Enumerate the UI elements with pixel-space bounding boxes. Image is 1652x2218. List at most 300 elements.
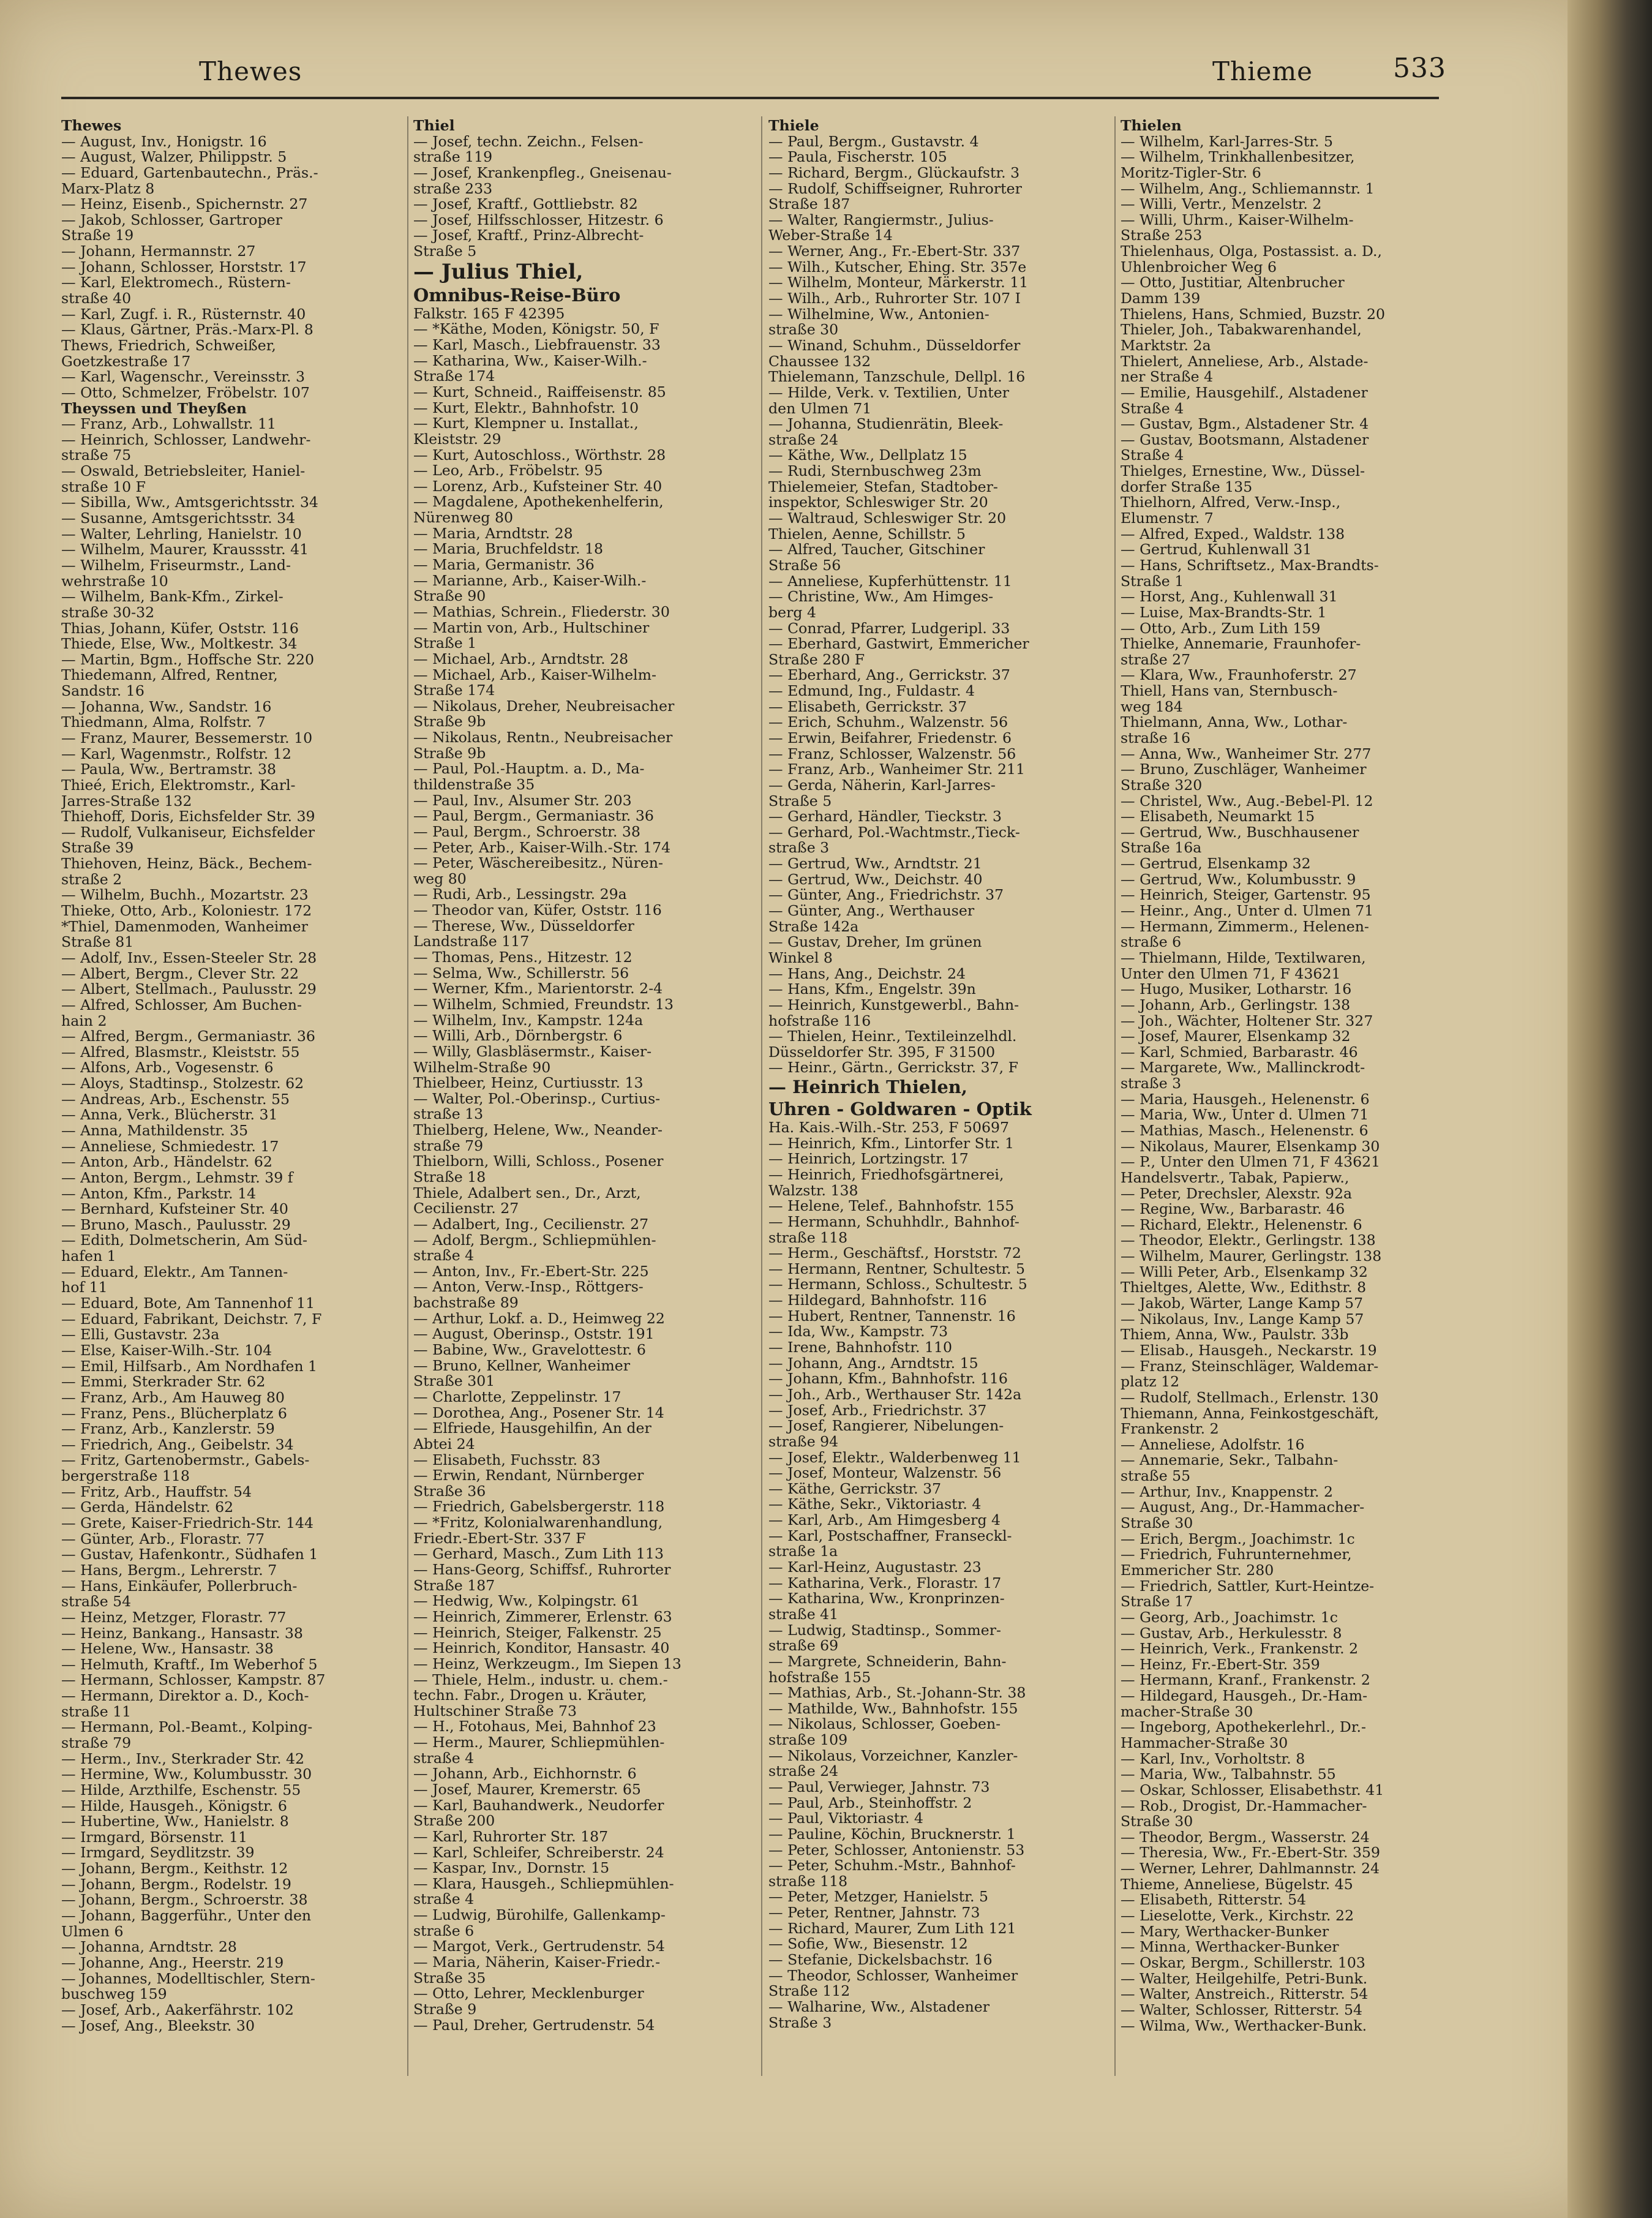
directory-entry: straße 233: [413, 179, 493, 197]
directory-entry: Uhlenbroicher Weg 6: [1121, 258, 1277, 276]
directory-entry: — Adolf, Inv., Essen-Steeler Str. 28: [61, 949, 317, 966]
directory-entry: Straße 5: [413, 242, 477, 260]
directory-entry: wehrstraße 10: [61, 572, 168, 590]
directory-entry: — Josef, Arb., Friedrichstr. 37: [768, 1401, 987, 1419]
directory-entry: Thieé, Erich, Elektromstr., Karl-: [61, 776, 296, 794]
directory-entry: straße 119: [413, 148, 493, 166]
directory-entry: Elumenstr. 7: [1121, 509, 1214, 527]
directory-entry: — Maria, Ww., Talbahnstr. 55: [1121, 1765, 1336, 1783]
directory-entry: — Bruno, Kellner, Wanheimer: [413, 1356, 630, 1374]
directory-entry: — Gustav, Bootsmann, Alstadener: [1121, 430, 1369, 448]
directory-entry: — Johann, Baggerführ., Unter den: [61, 1907, 312, 1925]
directory-entry: Thiede, Else, Ww., Moltkestr. 34: [61, 635, 298, 653]
column-divider: [407, 116, 408, 2076]
directory-entry: — Elisabeth, Fuchsstr. 83: [413, 1451, 601, 1468]
directory-entry: — Hilde, Arzthilfe, Eschenstr. 55: [61, 1781, 301, 1799]
directory-entry: — Christine, Ww., Am Himges-: [768, 588, 994, 606]
directory-entry: — Hilde, Hausgeh., Königstr. 6: [61, 1797, 287, 1814]
directory-entry: — Nikolaus, Rentn., Neubreisacher: [413, 729, 673, 746]
directory-entry: — Paul, Viktoriastr. 4: [768, 1810, 924, 1827]
directory-entry: — Karl, Inv., Vorholtstr. 8: [1121, 1750, 1305, 1767]
directory-entry: — Josef, Elektr., Walderbenweg 11: [768, 1448, 1021, 1466]
directory-entry: — Erich, Bergm., Joachimstr. 1c: [1121, 1530, 1355, 1547]
directory-entry: — Wilhelm, Buchh., Mozartstr. 23: [61, 886, 309, 904]
directory-entry: — Charlotte, Zeppelinstr. 17: [413, 1388, 621, 1405]
directory-entry: — Hilde, Verk. v. Textilien, Unter: [768, 383, 1010, 401]
directory-entry: Straße 200: [413, 1812, 495, 1830]
directory-entry: — Erwin, Rendant, Nürnberger: [413, 1467, 644, 1484]
directory-entry: — Wilh., Arb., Ruhrorter Str. 107 I: [768, 290, 1021, 307]
directory-entry: straße 24: [768, 430, 839, 448]
directory-entry: straße 4: [413, 1890, 475, 1908]
directory-entry: — Hubert, Rentner, Tannenstr. 16: [768, 1307, 1016, 1325]
directory-entry: — Paul, Verwieger, Jahnstr. 73: [768, 1778, 990, 1795]
directory-entry: — Friedrich, Gabelsbergerstr. 118: [413, 1498, 665, 1516]
directory-entry: — Ludwig, Bürohilfe, Gallenkamp-: [413, 1906, 666, 1924]
directory-entry: — Hildegard, Bahnhofstr. 116: [768, 1291, 987, 1309]
directory-entry: — Hans-Georg, Schiffsf., Ruhrorter: [413, 1561, 671, 1579]
directory-entry: — Hermine, Ww., Kolumbusstr. 30: [61, 1765, 312, 1783]
directory-entry: Düsseldorfer Str. 395, F 31500: [768, 1043, 996, 1061]
directory-entry: Nürenweg 80: [413, 509, 514, 527]
directory-entry: — Anton, Inv., Fr.-Ebert-Str. 225: [413, 1262, 649, 1280]
directory-entry: — Ludwig, Stadtinsp., Sommer-: [768, 1621, 1001, 1639]
directory-entry: straße 118: [768, 1228, 848, 1246]
directory-entry: — Oskar, Bergm., Schillerstr. 103: [1121, 1953, 1365, 1971]
directory-entry: — Josef, Rangierer, Nibelungen-: [768, 1417, 1004, 1435]
directory-entry: — Anna, Mathildenstr. 35: [61, 1122, 249, 1139]
directory-entry: — Richard, Maurer, Zum Lith 121: [768, 1919, 1016, 1937]
directory-entry: — Thielen, Heinr., Textileinzelhdl.: [768, 1028, 1017, 1045]
directory-entry: — Johann, Bergm., Schroerstr. 38: [61, 1891, 308, 1909]
directory-entry: — Thielmann, Hilde, Textilwaren,: [1121, 949, 1366, 966]
directory-entry: — Stefanie, Dickelsbachstr. 16: [768, 1951, 993, 1969]
directory-entry: — Günter, Ang., Werthauser: [768, 902, 975, 920]
directory-entry: — Anton, Kfm., Parkstr. 14: [61, 1184, 257, 1202]
directory-entry: — Günter, Arb., Florastr. 77: [61, 1530, 265, 1547]
section-heading: Thielen: [1121, 118, 1182, 134]
directory-entry: — Paul, Bergm., Germaniastr. 36: [413, 807, 654, 825]
directory-entry: — Karl, Elektromech., Rüstern-: [61, 274, 291, 291]
directory-entry: — Elisabeth, Neumarkt 15: [1121, 808, 1315, 825]
directory-entry: — Mathias, Arb., St.-Johann-Str. 38: [768, 1684, 1026, 1702]
directory-entry: — Michael, Arb., Kaiser-Wilhelm-: [413, 666, 656, 683]
directory-entry: — H., Fotohaus, Mei, Bahnhof 23: [413, 1718, 656, 1735]
section-heading: Thewes: [61, 118, 122, 134]
directory-entry: — Helene, Telef., Bahnhofstr. 155: [768, 1197, 1015, 1215]
directory-entry: — Otto, Lehrer, Mecklenburger: [413, 1985, 644, 2002]
directory-entry: — Erich, Schuhm., Walzenstr. 56: [768, 713, 1008, 731]
directory-entry: — Albert, Bergm., Clever Str. 22: [61, 964, 299, 982]
directory-entry: — Anton, Bergm., Lehmstr. 39 f: [61, 1168, 293, 1186]
directory-entry: straße 41: [768, 1605, 839, 1623]
advertisement-line: — Heinrich Thielen,: [768, 1077, 967, 1098]
directory-entry: Straße 30: [1121, 1813, 1193, 1830]
directory-entry: — Oswald, Betriebsleiter, Haniel-: [61, 462, 306, 480]
directory-entry: — Gertrud, Kuhlenwall 31: [1121, 541, 1312, 558]
directory-entry: Straße 18: [413, 1168, 486, 1186]
directory-entry: — Willi, Arb., Dörnbergstr. 6: [413, 1027, 623, 1045]
directory-entry: Marktstr. 2a: [1121, 336, 1211, 354]
directory-entry: — P., Unter den Ulmen 71, F 43621: [1121, 1153, 1381, 1171]
directory-entry: — August, Ang., Dr.-Hammacher-: [1121, 1498, 1365, 1516]
directory-entry: — Peter, Metzger, Hanielstr. 5: [768, 1888, 988, 1906]
directory-entry: straße 6: [1121, 933, 1182, 951]
directory-entry: — Fritz, Gartenobermstr., Gabels-: [61, 1451, 310, 1469]
directory-entry: — August, Walzer, Philippstr. 5: [61, 148, 287, 166]
directory-entry: — Hermann, Kranf., Frankenstr. 2: [1121, 1671, 1370, 1689]
directory-entry: — Wilhelm, Maurer, Gerlingstr. 138: [1121, 1247, 1382, 1265]
directory-entry: Straße 1: [1121, 572, 1184, 590]
directory-entry: — Rudolf, Schiffseigner, Ruhrorter: [768, 179, 1022, 197]
directory-entry: — Elfriede, Hausgehilfin, An der: [413, 1419, 651, 1437]
directory-entry: Unter den Ulmen 71, F 43621: [1121, 964, 1341, 982]
directory-entry: Straße 142a: [768, 917, 859, 935]
directory-entry: — Paul, Inv., Alsumer Str. 203: [413, 791, 632, 809]
directory-entry: — Gustav, Bgm., Alstadener Str. 4: [1121, 415, 1369, 433]
directory-entry: — Hans, Kfm., Engelstr. 39n: [768, 980, 976, 998]
directory-entry: — Kurt, Schneid., Raiffeisenstr. 85: [413, 383, 666, 400]
directory-entry: straße 16: [1121, 729, 1191, 746]
directory-entry: — Otto, Arb., Zum Lith 159: [1121, 619, 1321, 637]
directory-entry: — Maria, Bruchfeldstr. 18: [413, 540, 604, 558]
directory-entry: straße 94: [768, 1432, 839, 1450]
directory-entry: den Ulmen 71: [768, 399, 872, 417]
directory-entry: — Käthe, Ww., Dellplatz 15: [768, 446, 967, 464]
directory-entry: Thielges, Ernestine, Ww., Düssel-: [1121, 462, 1365, 480]
directory-entry: — Rudolf, Stellmach., Erlenstr. 130: [1121, 1388, 1379, 1406]
directory-entry: — Maria, Ww., Unter d. Ulmen 71: [1121, 1106, 1369, 1124]
directory-entry: — Franz, Schlosser, Walzenstr. 56: [768, 745, 1016, 762]
directory-entry: — Klara, Hausgeh., Schliepmühlen-: [413, 1874, 674, 1892]
directory-entry: — Heinz, Fr.-Ebert-Str. 359: [1121, 1655, 1320, 1673]
directory-entry: Straße 36: [413, 1482, 486, 1500]
directory-entry: — Herm., Inv., Sterkrader Str. 42: [61, 1750, 305, 1767]
directory-entry: — Emilie, Hausgehilf., Alstadener: [1121, 383, 1368, 401]
directory-entry: — Oskar, Schlosser, Elisabethstr. 41: [1121, 1781, 1384, 1799]
directory-entry: straße 30: [768, 321, 839, 339]
directory-entry: Thiemann, Anna, Feinkostgeschäft,: [1121, 1404, 1380, 1422]
directory-entry: — Michael, Arb., Arndtstr. 28: [413, 650, 629, 667]
directory-entry: — Albert, Stellmach., Paulusstr. 29: [61, 980, 317, 998]
directory-entry: — Heinr., Gärtn., Gerrickstr. 37, F: [768, 1059, 1019, 1077]
directory-entry: — Andreas, Arb., Eschenstr. 55: [61, 1090, 290, 1108]
directory-entry: straße 30-32: [61, 603, 155, 621]
directory-entry: Straße 320: [1121, 776, 1203, 794]
directory-entry: — Maria, Hausgeh., Helenenstr. 6: [1121, 1090, 1370, 1108]
directory-entry: — *Fritz, Kolonialwarenhandlung,: [413, 1514, 663, 1532]
directory-entry: — Hermann, Pol.-Beamt., Kolping-: [61, 1718, 313, 1736]
book-spine-edge: [1568, 0, 1652, 2218]
directory-entry: — Susanne, Amtsgerichtsstr. 34: [61, 509, 296, 527]
directory-entry: ner Straße 4: [1121, 368, 1214, 386]
directory-entry: — Eduard, Fabrikant, Deichstr. 7, F: [61, 1310, 322, 1328]
running-head-right: Thieme: [1212, 56, 1313, 86]
running-head-left: Thewes: [199, 56, 302, 86]
directory-entry: — Babine, Ww., Gravelottestr. 6: [413, 1341, 646, 1359]
directory-entry: — Ingeborg, Apothekerlehrl., Dr.-: [1121, 1718, 1366, 1736]
directory-entry: Thieke, Otto, Arb., Koloniestr. 172: [61, 902, 312, 920]
directory-entry: — Josef, Maurer, Elsenkamp 32: [1121, 1028, 1351, 1045]
directory-entry: — Franz, Pens., Blücherplatz 6: [61, 1404, 287, 1422]
directory-entry: — Helmuth, Kraftf., Im Weberhof 5: [61, 1655, 318, 1673]
directory-column-4: [1121, 118, 1439, 2034]
directory-entry: — Johann, Kfm., Bahnhofstr. 116: [768, 1370, 1008, 1388]
directory-entry: — Regine, Ww., Barbarastr. 46: [1121, 1200, 1345, 1218]
directory-entry: — Alfred, Bergm., Germaniastr. 36: [61, 1028, 315, 1045]
directory-entry: — Peter, Schlosser, Antonienstr. 53: [768, 1841, 1025, 1859]
directory-entry: — Friedrich, Ang., Geibelstr. 34: [61, 1435, 294, 1453]
directory-entry: — Elli, Gustavstr. 23a: [61, 1326, 220, 1344]
directory-entry: straße 79: [61, 1734, 132, 1751]
directory-entry: Thielmann, Anna, Ww., Lothar-: [1121, 713, 1348, 731]
directory-entry: — Heinrich, Konditor, Hansastr. 40: [413, 1639, 670, 1657]
directory-entry: — Erwin, Beifahrer, Friedenstr. 6: [768, 729, 1012, 746]
directory-entry: straße 11: [61, 1702, 132, 1720]
directory-entry: — Theodor van, Küfer, Oststr. 116: [413, 901, 662, 919]
directory-entry: — Hermann, Schuhhdlr., Bahnhof-: [768, 1212, 1019, 1230]
directory-entry: — Karl, Ruhrorter Str. 187: [413, 1827, 609, 1845]
directory-entry: — Maria, Germanistr. 36: [413, 556, 595, 574]
directory-entry: — Heinz, Metzger, Florastr. 77: [61, 1608, 287, 1626]
directory-entry: — Richard, Bergm., Glückaufstr. 3: [768, 164, 1020, 181]
directory-entry: — Peter, Schuhm.-Mstr., Bahnhof-: [768, 1857, 1016, 1874]
directory-entry: — Irmgard, Börsenstr. 11: [61, 1828, 247, 1846]
directory-entry: Straße 90: [413, 587, 486, 605]
directory-entry: Kleiststr. 29: [413, 430, 501, 448]
directory-entry: Straße 4: [1121, 399, 1184, 417]
directory-entry: — Theodor, Schlosser, Wanheimer: [768, 1966, 1018, 1984]
directory-entry: — Johann, Bergm., Rodelstr. 19: [61, 1875, 291, 1893]
directory-entry: — Gertrud, Elsenkamp 32: [1121, 855, 1311, 873]
directory-entry: — Hubertine, Ww., Hanielstr. 8: [61, 1813, 289, 1830]
directory-entry: — Walharine, Ww., Alstadener: [768, 1998, 990, 2015]
directory-entry: — Karl-Heinz, Augustastr. 23: [768, 1558, 982, 1576]
directory-entry: — Nikolaus, Schlosser, Goeben-: [768, 1715, 1001, 1733]
directory-entry: — Nikolaus, Vorzeichner, Kanzler-: [768, 1746, 1018, 1764]
directory-entry: — Walter, Lehrling, Hanielstr. 10: [61, 525, 302, 543]
directory-entry: Emmericher Str. 280: [1121, 1561, 1274, 1579]
directory-entry: buschweg 159: [61, 1985, 167, 2003]
directory-entry: — Anna, Verk., Blücherstr. 31: [61, 1106, 278, 1124]
directory-entry: — Karl, Schleifer, Schreiberstr. 24: [413, 1843, 664, 1861]
directory-entry: — Peter, Wäschereibesitz., Nüren-: [413, 854, 663, 872]
column-divider: [1114, 116, 1116, 2076]
directory-entry: — Alfred, Schlosser, Am Buchen-: [61, 996, 302, 1013]
directory-entry: — Hermann, Schlosser, Kampstr. 87: [61, 1671, 326, 1689]
directory-entry: — Annemarie, Sekr., Talbahn-: [1121, 1451, 1338, 1469]
directory-entry: Straße 1: [413, 634, 477, 652]
directory-entry: Thiem, Anna, Ww., Paulstr. 33b: [1121, 1326, 1349, 1344]
directory-entry: — Nikolaus, Inv., Lange Kamp 57: [1121, 1310, 1364, 1328]
directory-entry: — August, Inv., Honigstr. 16: [61, 132, 267, 150]
directory-entry: — Gustav, Arb., Herkulesstr. 8: [1121, 1624, 1342, 1642]
directory-entry: — Josef, Maurer, Kremerstr. 65: [413, 1780, 641, 1798]
directory-entry: — Heinz, Werkzeugm., Im Siepen 13: [413, 1655, 681, 1672]
directory-entry: Thielen, Aenne, Schillstr. 5: [768, 525, 966, 543]
directory-entry: — Edmund, Ing., Fuldastr. 4: [768, 682, 975, 700]
directory-entry: — Heinr., Ang., Unter d. Ulmen 71: [1121, 902, 1374, 920]
directory-entry: — *Käthe, Moden, Königstr. 50, F: [413, 320, 659, 338]
directory-entry: — Wilma, Ww., Werthacker-Bunk.: [1121, 2017, 1367, 2034]
directory-entry: — Margrete, Schneiderin, Bahn-: [768, 1652, 1007, 1670]
directory-entry: hofstraße 116: [768, 1012, 871, 1029]
directory-entry: — Kurt, Elektr., Bahnhofstr. 10: [413, 399, 639, 416]
directory-entry: — Georg, Arb., Joachimstr. 1c: [1121, 1608, 1338, 1626]
directory-entry: Wilhelm-Straße 90: [413, 1058, 551, 1076]
directory-entry: Thielberg, Helene, Ww., Neander-: [413, 1121, 663, 1139]
directory-entry: — Paula, Fischerstr. 105: [768, 148, 947, 166]
directory-entry: — Johanna, Studienrätin, Bleek-: [768, 415, 1004, 433]
directory-entry: — Dorothea, Ang., Posener Str. 14: [413, 1404, 664, 1421]
directory-entry: — Winand, Schuhm., Düsseldorfer: [768, 336, 1021, 354]
directory-entry: — Bernhard, Kufsteiner Str. 40: [61, 1200, 288, 1218]
directory-entry: Straße 174: [413, 682, 495, 699]
directory-entry: — Wilhelm, Karl-Jarres-Str. 5: [1121, 132, 1334, 150]
directory-entry: — Otto, Justitiar, Altenbrucher: [1121, 274, 1345, 291]
directory-entry: — Johann, Bergm., Keithstr. 12: [61, 1860, 288, 1878]
directory-entry: Thielert, Anneliese, Arb., Alstade-: [1121, 352, 1369, 370]
directory-entry: — Walter, Heilgehilfe, Petri-Bunk.: [1121, 1969, 1368, 1987]
directory-entry: Winkel 8: [768, 949, 833, 966]
directory-entry: — Paula, Ww., Bertramstr. 38: [61, 761, 277, 778]
directory-entry: — Elisabeth, Ritterstr. 54: [1121, 1891, 1307, 1909]
directory-entry: — Anton, Verw.-Insp., Röttgers-: [413, 1278, 644, 1296]
directory-entry: — Eduard, Gartenbautechn., Präs.-: [61, 164, 318, 181]
directory-entry: Thielborn, Willi, Schloss., Posener: [413, 1152, 664, 1170]
directory-entry: — Wilhelm, Monteur, Märkerstr. 11: [768, 274, 1029, 291]
directory-entry: — Horst, Ang., Kuhlenwall 31: [1121, 588, 1338, 606]
directory-entry: — Johanne, Ang., Heerstr. 219: [61, 1953, 284, 1971]
directory-entry: Straße 9: [413, 2000, 477, 2018]
directory-entry: — Edith, Dolmetscherin, Am Süd-: [61, 1231, 307, 1249]
directory-entry: Straße 17: [1121, 1593, 1193, 1611]
directory-entry: Hultschiner Straße 73: [413, 1702, 577, 1720]
directory-entry: — Martin von, Arb., Hultschiner: [413, 618, 650, 636]
directory-entry: — Adolf, Bergm., Schliepmühlen-: [413, 1231, 656, 1249]
directory-entry: — Conrad, Pfarrer, Ludgeripl. 33: [768, 619, 1010, 637]
directory-entry: — Leo, Arb., Fröbelstr. 95: [413, 462, 603, 479]
directory-entry: — Willi Peter, Arb., Elsenkamp 32: [1121, 1263, 1368, 1280]
directory-entry: — Hans, Ang., Deichstr. 24: [768, 964, 966, 982]
directory-entry: Landstraße 117: [413, 933, 530, 950]
directory-entry: — Klara, Ww., Fraunhoferstr. 27: [1121, 666, 1357, 684]
directory-entry: — Alfred, Blasmstr., Kleiststr. 55: [61, 1043, 300, 1061]
directory-entry: Straße 253: [1121, 227, 1203, 244]
directory-entry: dorfer Straße 135: [1121, 478, 1253, 495]
directory-entry: — Peter, Rentner, Jahnstr. 73: [768, 1904, 980, 1922]
directory-entry: — Anneliese, Kupferhüttenstr. 11: [768, 572, 1012, 590]
directory-entry: Straße 19: [61, 227, 134, 244]
directory-entry: — Theodor, Bergm., Wasserstr. 24: [1121, 1828, 1370, 1846]
directory-entry: — Gerda, Näherin, Karl-Jarres-: [768, 776, 996, 794]
directory-entry: — Heinrich, Steiger, Gartenstr. 95: [1121, 886, 1371, 904]
directory-entry: — Richard, Elektr., Helenenstr. 6: [1121, 1216, 1362, 1233]
directory-entry: — Johann, Arb., Gerlingstr. 138: [1121, 996, 1351, 1013]
directory-entry: — Gerhard, Pol.-Wachtmstr.,Tieck-: [768, 823, 1020, 841]
directory-entry: — Eberhard, Ang., Gerrickstr. 37: [768, 666, 1010, 684]
directory-entry: Thielemeier, Stefan, Stadtober-: [768, 478, 998, 495]
directory-entry: straße 69: [768, 1637, 839, 1655]
directory-entry: straße 118: [768, 1872, 848, 1890]
directory-entry: — Herm., Geschäftsf., Horststr. 72: [768, 1244, 1021, 1262]
directory-entry: Thiedemann, Alfred, Rentner,: [61, 666, 278, 684]
directory-entry: — Franz, Arb., Am Hauweg 80: [61, 1388, 285, 1406]
directory-entry: — Wilhelm, Schmied, Freundstr. 13: [413, 995, 674, 1013]
directory-entry: — Wilh., Kutscher, Ehing. Str. 357e: [768, 258, 1027, 276]
directory-entry: — Elisabeth, Gerrickstr. 37: [768, 697, 967, 715]
directory-entry: — Minna, Werthacker-Bunker: [1121, 1938, 1339, 1956]
directory-entry: Friedr.-Ebert-Str. 337 F: [413, 1529, 586, 1547]
directory-entry: Thielhorn, Alfred, Verw.-Insp.,: [1121, 494, 1341, 511]
directory-entry: Straße 16a: [1121, 839, 1202, 857]
directory-entry: — Maria, Näherin, Kaiser-Friedr.-: [413, 1953, 661, 1971]
directory-entry: Straße 30: [1121, 1514, 1193, 1532]
directory-entry: — Eduard, Bote, Am Tannenhof 11: [61, 1295, 315, 1312]
advertisement-line: Uhren - Goldwaren - Optik: [768, 1099, 1032, 1120]
directory-entry: — Walter, Pol.-Oberinsp., Curtius-: [413, 1089, 661, 1107]
directory-entry: — Hermann, Rentner, Schultestr. 5: [768, 1260, 1026, 1277]
directory-entry: Straße 301: [413, 1372, 495, 1390]
directory-entry: — Nikolaus, Dreher, Neubreisacher: [413, 697, 675, 715]
directory-entry: Straße 280 F: [768, 650, 865, 668]
directory-entry: — Katharina, Ww., Kaiser-Wilh.-: [413, 351, 647, 369]
directory-entry: — Mathilde, Ww., Bahnhofstr. 155: [768, 1699, 1018, 1717]
directory-entry: — Joh., Arb., Werthauser Str. 142a: [768, 1385, 1022, 1403]
directory-entry: — Anton, Arb., Händelstr. 62: [61, 1153, 272, 1171]
directory-entry: — Franz, Arb., Kanzlerstr. 59: [61, 1420, 275, 1438]
directory-entry: — Eberhard, Gastwirt, Emmericher: [768, 635, 1029, 653]
directory-entry: thildenstraße 35: [413, 775, 535, 793]
directory-entry: — Nikolaus, Maurer, Elsenkamp 30: [1121, 1137, 1380, 1155]
directory-entry: — Sibilla, Ww., Amtsgerichtsstr. 34: [61, 494, 318, 511]
directory-entry: Walzstr. 138: [768, 1181, 858, 1199]
directory-entry: — Franz, Steinschläger, Waldemar-: [1121, 1357, 1379, 1375]
directory-entry: Ha. Kais.-Wilh.-Str. 253, F 50697: [768, 1119, 1010, 1137]
directory-entry: — Rudi, Sternbuschweg 23m: [768, 462, 982, 480]
directory-entry: Thieler, Joh., Tabakwarenhandel,: [1121, 321, 1362, 339]
directory-entry: — Hans, Schriftsetz., Max-Brandts-: [1121, 556, 1379, 574]
directory-entry: Thielenhaus, Olga, Postassist. a. D.,: [1121, 242, 1383, 260]
directory-entry: — Katharina, Verk., Florastr. 17: [768, 1574, 1002, 1592]
directory-entry: — Günter, Ang., Friedrichstr. 37: [768, 886, 1004, 904]
directory-entry: — Hermann, Zimmerm., Helenen-: [1121, 917, 1369, 935]
directory-entry: — Josef, Arb., Aakerfährstr. 102: [61, 2001, 294, 2018]
directory-entry: — Käthe, Gerrickstr. 37: [768, 1479, 942, 1497]
directory-entry: techn. Fabr., Drogen u. Kräuter,: [413, 1686, 647, 1704]
directory-entry: Abtei 24: [413, 1435, 475, 1453]
directory-entry: — Otto, Schmelzer, Fröbelstr. 107: [61, 383, 310, 401]
directory-entry: — Wilhelm, Friseurmstr., Land-: [61, 556, 291, 574]
directory-entry: — Gustav, Dreher, Im grünen: [768, 933, 982, 951]
directory-entry: — Kaspar, Inv., Dornstr. 15: [413, 1859, 610, 1877]
directory-entry: — Alfons, Arb., Vogesenstr. 6: [61, 1059, 274, 1077]
directory-entry: — Paul, Dreher, Gertrudenstr. 54: [413, 2016, 655, 2034]
directory-entry: — Adalbert, Ing., Cecilienstr. 27: [413, 1215, 649, 1233]
directory-entry: Handelsvertr., Tabak, Papierw.,: [1121, 1168, 1350, 1186]
section-heading: Theyssen und Theyßen: [61, 399, 247, 417]
directory-entry: — Thomas, Pens., Hitzestr. 12: [413, 949, 633, 966]
directory-entry: — Friedrich, Fuhrunternehmer,: [1121, 1546, 1352, 1563]
directory-entry: Thieltges, Alette, Ww., Edithstr. 8: [1121, 1279, 1367, 1296]
directory-entry: — Josef, Hilfsschlosser, Hitzestr. 6: [413, 211, 664, 228]
directory-entry: — Else, Kaiser-Wilh.-Str. 104: [61, 1341, 272, 1359]
directory-entry: — Kurt, Autoschloss., Wörthstr. 28: [413, 446, 666, 464]
directory-entry: — Gertrud, Ww., Buschhausener: [1121, 823, 1359, 841]
directory-entry: — Johann, Ang., Arndtstr. 15: [768, 1354, 978, 1372]
directory-entry: — Margot, Verk., Gertrudenstr. 54: [413, 1938, 665, 1955]
directory-entry: Straße 4: [1121, 446, 1184, 464]
